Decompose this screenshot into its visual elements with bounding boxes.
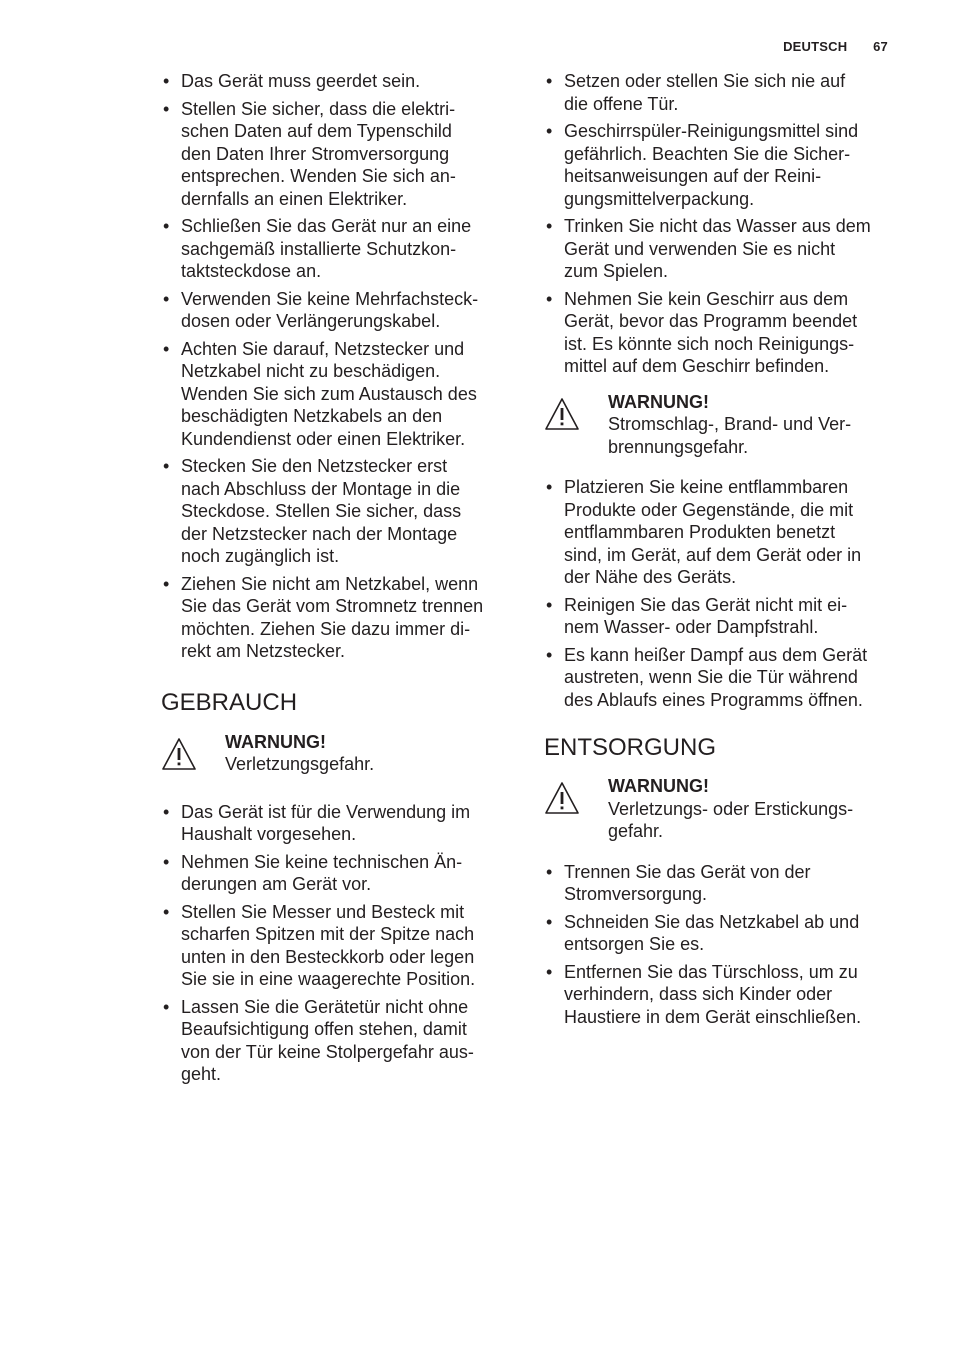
warning-text: Stromschlag-, Brand- und Ver- brennungsgefahr.	[608, 414, 852, 457]
warning-text: Verletzungs- oder Erstickungs- gefahr.	[608, 798, 854, 841]
warning-triangle-icon	[544, 397, 580, 431]
list-item: • Stellen Sie sicher, dass die elektri- schen Daten auf dem Typenschild den Daten Ihrer Stromversorgung entsprechen. Wenden Sie sich an- dernfalls an einen Elektriker.	[161, 98, 517, 211]
section-heading-gebrauch: GEBRAUCH	[161, 688, 298, 716]
list-item: • Verwenden Sie keine Mehrfachsteck- dosen oder Verlängerungskabel.	[161, 288, 517, 333]
list-item: • Das Gerät ist für die Verwendung im Haushalt vorgesehen.	[161, 801, 517, 846]
list-item: • Setzen oder stellen Sie sich nie auf die offene Tür.	[544, 70, 904, 115]
usage-list	[161, 801, 517, 1086]
page-header	[783, 39, 888, 54]
list-item: • Geschirrspüler-Reinigungsmittel sind gefährlich. Beachten Sie die Sicher- heitsanweisungen auf der Reini- gungsmittelverpackung.	[544, 120, 904, 210]
left-column	[161, 70, 517, 1091]
warning-title: WARNUNG!	[608, 776, 709, 796]
list-item: • Stecken Sie den Netzstecker erst nach Abschluss der Montage in die Steckdose. Stellen Sie sicher, dass der Netzstecker nach der Montage noch zugänglich ist.	[161, 455, 517, 568]
right-column	[544, 70, 904, 1033]
list-item: • Entfernen Sie das Türschloss, um zu verhindern, dass sich Kinder oder Haustiere in dem Gerät einschließen.	[544, 961, 904, 1029]
fire-safety-list	[544, 476, 904, 711]
usage-list-continued	[544, 70, 904, 378]
header-language: DEUTSCH	[783, 39, 848, 54]
list-item: • Lassen Sie die Gerätetür nicht ohne Beaufsichtigung offen stehen, damit von der Tür keine Stolpergefahr aus- geht.	[161, 996, 517, 1086]
warning-box-entsorgung	[544, 775, 904, 843]
list-item: • Trinken Sie nicht das Wasser aus dem Gerät und verwenden Sie es nicht zum Spielen.	[544, 215, 904, 283]
list-item: • Nehmen Sie kein Geschirr aus dem Gerät, bevor das Programm beendet ist. Es könnte sich noch Reinigungs- mittel auf dem Geschirr befinden.	[544, 288, 904, 378]
list-item: • Reinigen Sie das Gerät nicht mit ei- nem Wasser- oder Dampfstrahl.	[544, 594, 904, 639]
page-number: 67	[873, 39, 888, 54]
warning-triangle-icon	[544, 781, 580, 815]
list-item: • Nehmen Sie keine technischen Än- derungen am Gerät vor.	[161, 851, 517, 896]
list-item: • Das Gerät muss geerdet sein.	[161, 70, 517, 93]
warning-triangle-icon	[161, 737, 197, 771]
warning-title: WARNUNG!	[608, 391, 709, 412]
disposal-list	[544, 861, 904, 1029]
list-item: • Ziehen Sie nicht am Netzkabel, wenn Sie das Gerät vom Stromnetz trennen möchten. Ziehen Sie dazu immer di- rekt am Netzstecker.	[161, 573, 517, 663]
list-item: • Schließen Sie das Gerät nur an eine sachgemäß installierte Schutzkon- taktsteckdose an.	[161, 215, 517, 283]
warning-title: WARNUNG!	[225, 731, 326, 752]
warning-text: Verletzungsgefahr.	[225, 754, 375, 774]
section-heading-entsorgung: ENTSORGUNG	[544, 734, 717, 761]
list-item: • Achten Sie darauf, Netzstecker und Netzkabel nicht zu beschädigen. Wenden Sie sich zum Austausch des beschädigten Netzkabels an den Kundendienst oder einen Elektriker.	[161, 338, 517, 451]
list-item: • Trennen Sie das Gerät von der Stromversorgung.	[544, 861, 904, 906]
warning-box-gebrauch	[161, 731, 517, 783]
warning-box-electric	[544, 391, 904, 459]
list-item: • Platzieren Sie keine entflammbaren Produkte oder Gegenstände, die mit entflammbaren Produkten benetzt sind, im Gerät, auf dem Gerät oder in der Nähe des Geräts.	[544, 476, 904, 589]
list-item: • Stellen Sie Messer und Besteck mit scharfen Spitzen mit der Spitze nach unten in den Besteckkorb oder legen Sie sie in eine waagerechte Position.	[161, 901, 517, 991]
list-item: • Schneiden Sie das Netzkabel ab und entsorgen Sie es.	[544, 911, 904, 956]
list-item: • Es kann heißer Dampf aus dem Gerät austreten, wenn Sie die Tür während des Ablaufs eines Programms öffnen.	[544, 644, 904, 712]
safety-list-electrical	[161, 70, 517, 663]
